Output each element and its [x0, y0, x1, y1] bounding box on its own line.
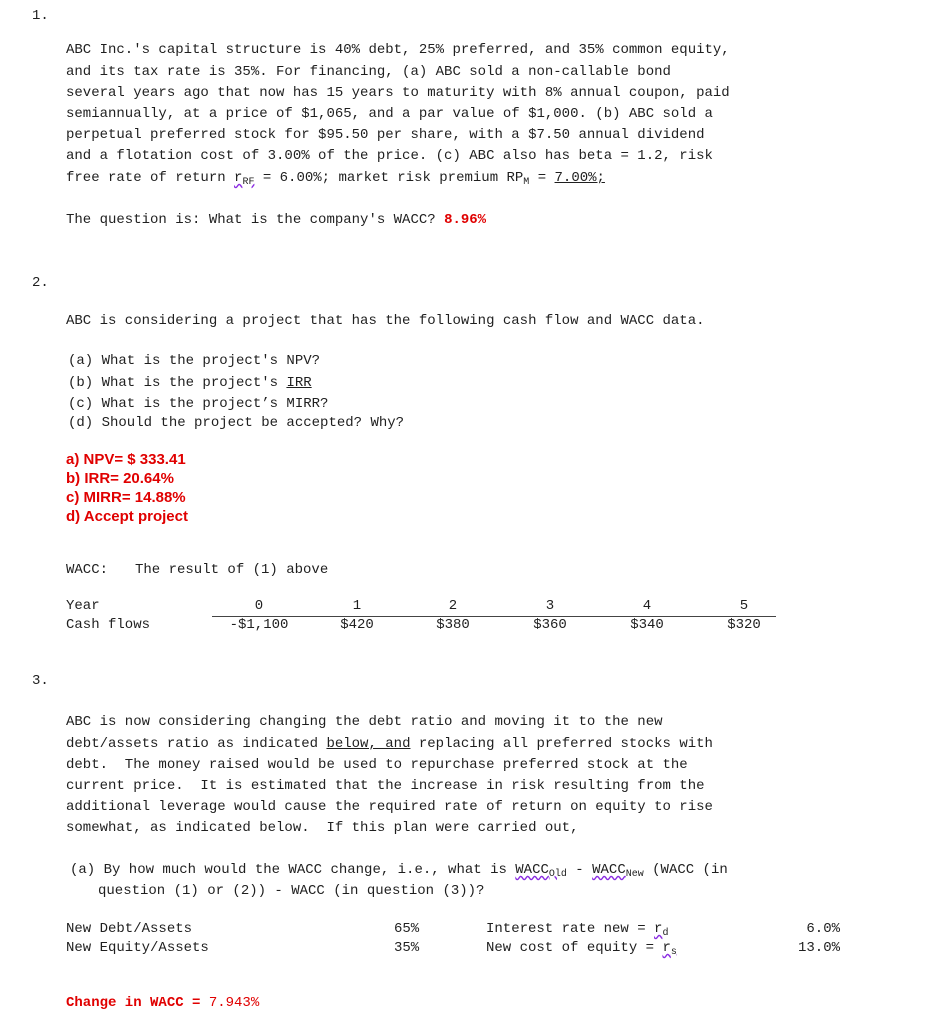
change-value: 7.943% — [208, 995, 260, 1011]
interest-label: Interest rate new = $r_d$ — [486, 921, 669, 939]
q2-question-b: (b) What is the project's IRR — [68, 375, 312, 391]
q1-line: perpetual preferred stock for $95.50 per share, with a $7.50 annual dividend — [66, 127, 705, 143]
q3-question-a-cont: question (1) or (2)) - WACC (in question (3))? — [98, 883, 485, 899]
q2-question-c: (c) What is the project’s MIRR? — [68, 396, 329, 412]
q3-question-a: (a) By how much would the WACC change, i.e., what is $WACC_{Old}$ - $WACC_{New}$ (WACC (in — [70, 862, 728, 880]
answer-irr: b) IRR= 20.64% — [66, 470, 174, 487]
new-equity-value: 35% — [394, 940, 420, 956]
q1-answer: 8.96% — [444, 212, 487, 228]
new-debt-label: New Debt/Assets — [66, 921, 193, 937]
year-cell: 1 — [352, 598, 362, 614]
cash-flow-cell: $420 — [340, 617, 374, 633]
q3-line: ABC is now considering changing the debt ratio and moving it to the new — [66, 714, 663, 730]
cash-flow-cell: $360 — [533, 617, 567, 633]
q1-line: and its tax rate is 35%. For financing, (a) ABC sold a non-callable bond — [66, 64, 671, 80]
wacc-label: WACC: — [66, 562, 109, 578]
year-cell: 3 — [545, 598, 555, 614]
cash-flow-cell: $340 — [630, 617, 664, 633]
wacc-value: The result of (1) above — [135, 562, 329, 578]
q3-number: 3. — [32, 673, 49, 689]
cash-flow-label: Cash flows — [66, 617, 151, 633]
cash-flow-cell: $380 — [436, 617, 470, 633]
q1-line: semiannually, at a price of $1,065, and a par value of $1,000. (b) ABC sold a — [66, 106, 713, 122]
wacc-new: $WACC_{New}$ — [592, 862, 644, 880]
q3-line: current price. It is estimated that the increase in risk resulting from the — [66, 778, 705, 794]
q2-number: 2. — [32, 275, 49, 291]
new-equity-label: New Equity/Assets — [66, 940, 209, 956]
year-cell: 5 — [739, 598, 749, 614]
q2-intro: ABC is considering a project that has the following cash flow and WACC data. — [66, 313, 705, 329]
rrf-symbol: $r_{RF}$ — [234, 170, 255, 188]
year-cell: 2 — [448, 598, 458, 614]
q2-question-a: (a) What is the project's NPV? — [68, 353, 321, 369]
cash-flow-cell: $320 — [727, 617, 761, 633]
q1-line-last: free rate of return $r_{RF} = 6.00\%$; market risk premium $RP_M = 7.00\%$; — [66, 170, 605, 188]
q3-line: somewhat, as indicated below. If this plan were carried out, — [66, 820, 579, 836]
q3-line: debt. The money raised would be used to repurchase preferred stock at the — [66, 757, 688, 773]
q1-line: ABC Inc.'s capital structure is 40% debt, 25% preferred, and 35% common equity, — [66, 42, 730, 58]
cost-equity-label: New cost of equity = $r_s$ — [486, 940, 677, 958]
q2-question-d: (d) Should the project be accepted? Why? — [68, 415, 405, 431]
q3-line: debt/assets ratio as indicated below, and replacing all preferred stocks with — [66, 736, 713, 752]
year-label: Year — [66, 598, 100, 614]
q3-line: additional leverage would cause the required rate of return on equity to rise — [66, 799, 713, 815]
cost-equity-value: 13.0% — [797, 940, 840, 956]
answer-accept: d) Accept project — [66, 508, 188, 525]
q2-answers — [66, 450, 188, 526]
wacc-old: $WACC_{Old}$ — [515, 862, 567, 880]
year-cell: 4 — [642, 598, 652, 614]
q1-question: The question is: What is the company's WACC? 8.96% — [66, 212, 487, 228]
q1-line: several years ago that now has 15 years to maturity with 8% annual coupon, paid — [66, 85, 730, 101]
year-cell: 0 — [254, 598, 264, 614]
change-in-wacc: Change in WACC = 7.943% — [66, 995, 260, 1011]
cash-flow-cell: -$1,100 — [229, 617, 289, 633]
q1-number: 1. — [32, 8, 49, 24]
table-rule — [212, 616, 776, 617]
answer-npv: a) NPV= $ 333.41 — [66, 451, 186, 468]
q1-line: and a flotation cost of 3.00% of the price. (c) ABC also has beta = 1.2, risk — [66, 148, 713, 164]
new-debt-value: 65% — [394, 921, 420, 937]
interest-value: 6.0% — [806, 921, 840, 937]
answer-mirr: c) MIRR= 14.88% — [66, 489, 186, 506]
